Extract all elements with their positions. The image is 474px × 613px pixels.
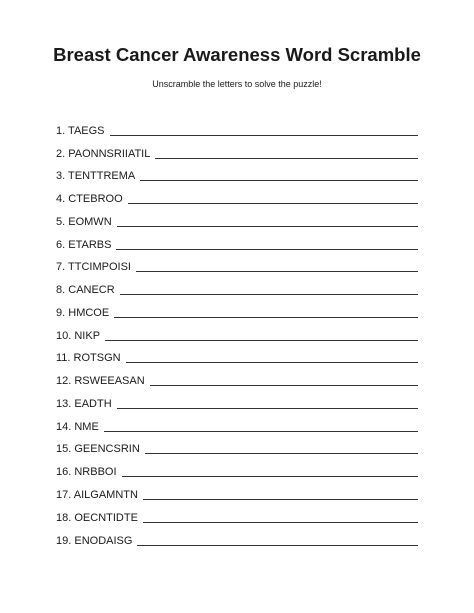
answer-line[interactable]: [136, 271, 418, 272]
scramble-letters: EOMWN: [68, 215, 112, 228]
item-number: 9.: [56, 306, 66, 319]
scramble-letters: ETARBS: [68, 238, 112, 251]
item-number: 12.: [56, 375, 72, 388]
puzzle-item: [56, 456, 418, 479]
scramble-letters: PAONNSRIIATIL: [68, 147, 151, 160]
page-title: Breast Cancer Awareness Word Scramble: [53, 44, 421, 65]
puzzle-item: [56, 229, 418, 252]
answer-line[interactable]: [143, 522, 418, 523]
scrambled-word: [56, 284, 120, 297]
answer-line[interactable]: [117, 226, 418, 227]
item-number: 14.: [56, 420, 72, 433]
puzzle-item: [56, 434, 418, 457]
scrambled-word: [56, 170, 140, 183]
scrambled-word: [56, 148, 155, 161]
answer-line[interactable]: [120, 294, 418, 295]
puzzle-item: [56, 138, 418, 161]
answer-line[interactable]: [145, 453, 418, 454]
puzzle-item: [56, 297, 418, 320]
answer-line[interactable]: [128, 203, 418, 204]
item-number: 3.: [56, 170, 66, 183]
scramble-letters: NME: [74, 420, 99, 433]
scramble-letters: HMCOE: [68, 306, 110, 319]
scramble-letters: TAEGS: [68, 124, 105, 137]
answer-line[interactable]: [140, 180, 418, 181]
answer-line[interactable]: [143, 499, 418, 500]
scramble-letters: NIKP: [74, 329, 101, 342]
scramble-letters: OECNTIDTE: [74, 511, 138, 524]
answer-line[interactable]: [114, 317, 418, 318]
puzzle-item: [56, 411, 418, 434]
puzzle-item: [56, 206, 418, 229]
scrambled-word: [56, 307, 114, 320]
answer-line[interactable]: [155, 158, 418, 159]
puzzle-item: [56, 183, 418, 206]
scrambled-word: [56, 421, 104, 434]
item-number: 18.: [56, 511, 72, 524]
puzzle-item: [56, 115, 418, 138]
scramble-letters: NRBBOI: [74, 466, 117, 479]
puzzle-list: [56, 115, 418, 548]
scrambled-word: [56, 239, 116, 252]
answer-line[interactable]: [104, 431, 418, 432]
scrambled-word: [56, 512, 143, 525]
scrambled-word: [56, 398, 117, 411]
puzzle-item: [56, 525, 418, 548]
scrambled-word: [56, 535, 137, 548]
scrambled-word: [56, 375, 150, 388]
item-number: 6.: [56, 238, 66, 251]
item-number: 7.: [56, 261, 66, 274]
answer-line[interactable]: [150, 385, 418, 386]
scrambled-word: [56, 261, 136, 274]
scramble-letters: ROTSGN: [73, 352, 121, 365]
answer-line[interactable]: [126, 362, 418, 363]
scrambled-word: [56, 193, 128, 206]
item-number: 13.: [56, 397, 72, 410]
scrambled-word: [56, 125, 110, 138]
puzzle-item: [56, 479, 418, 502]
answer-line[interactable]: [137, 545, 418, 546]
scramble-letters: AILGAMNTN: [73, 489, 138, 502]
puzzle-item: [56, 502, 418, 525]
scrambled-word: [56, 489, 143, 502]
answer-line[interactable]: [122, 476, 418, 477]
item-number: 5.: [56, 215, 66, 228]
puzzle-item: [56, 365, 418, 388]
item-number: 8.: [56, 284, 66, 297]
scrambled-word: [56, 352, 126, 365]
answer-line[interactable]: [116, 249, 418, 250]
puzzle-item: [56, 274, 418, 297]
scramble-letters: RSWEEASAN: [74, 375, 145, 388]
item-number: 2.: [56, 147, 66, 160]
puzzle-item: [56, 343, 418, 366]
scramble-letters: GEENCSRIN: [74, 443, 140, 456]
scrambled-word: [56, 330, 105, 343]
scrambled-word: [56, 216, 117, 229]
instructions-text: Unscramble the letters to solve the puzzle!: [152, 79, 322, 89]
item-number: 19.: [56, 534, 72, 547]
scramble-letters: CTEBROO: [68, 193, 123, 206]
scramble-letters: EADTH: [74, 397, 112, 410]
scramble-letters: TTCIMPOISI: [68, 261, 131, 274]
scramble-letters: CANECR: [68, 284, 115, 297]
item-number: 11.: [56, 352, 71, 365]
answer-line[interactable]: [117, 408, 418, 409]
puzzle-item: [56, 320, 418, 343]
answer-line[interactable]: [105, 340, 418, 341]
item-number: 10.: [56, 329, 72, 342]
answer-line[interactable]: [110, 135, 418, 136]
puzzle-item: [56, 252, 418, 275]
item-number: 15.: [56, 443, 72, 456]
scramble-letters: TENTTREMA: [68, 170, 136, 183]
item-number: 16.: [56, 466, 72, 479]
puzzle-item: [56, 161, 418, 184]
item-number: 4.: [56, 193, 66, 206]
item-number: 1.: [56, 124, 66, 137]
scrambled-word: [56, 466, 122, 479]
scramble-letters: ENODAISG: [74, 534, 133, 547]
scrambled-word: [56, 443, 145, 456]
item-number: 17.: [56, 489, 72, 502]
puzzle-item: [56, 388, 418, 411]
